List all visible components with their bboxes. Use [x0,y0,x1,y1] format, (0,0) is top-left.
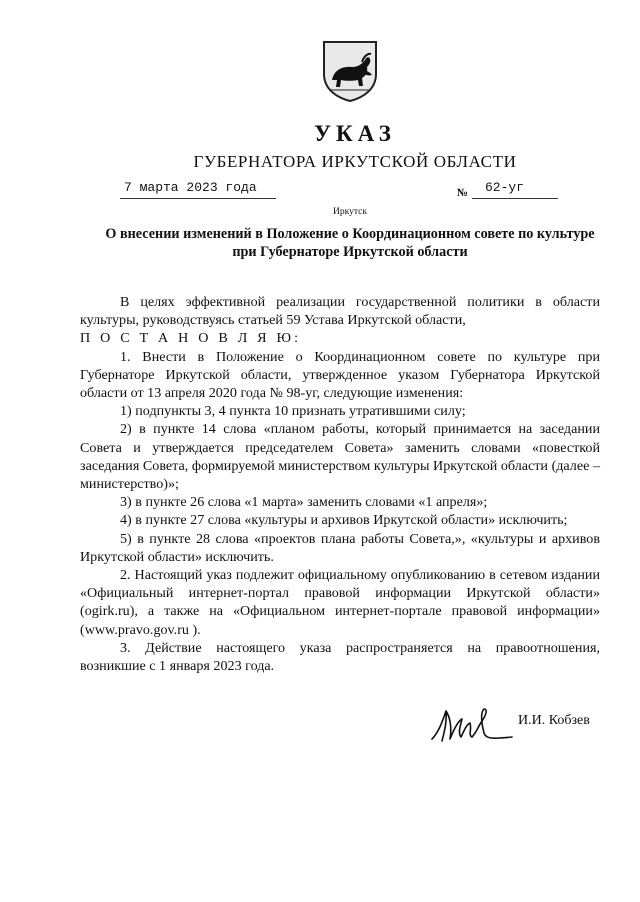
paragraph: В целях эффективной реализации государственной политики в области культуры, руководствуясь статьей 59 Устава Иркутской области, [80,294,600,329]
paragraph: 1. Внести в Положение о Координационном совете по культуре при Губернаторе Иркутской области, утвержденное указом Губернатора Иркутской области от 13 апреля 2020 года № 98-уг, следующие изменения: [80,348,600,402]
document-date: 7 марта 2023 года [124,180,257,195]
paragraph: 1) подпункты 3, 4 пункта 10 признать утратившими силу; [120,403,466,420]
number-underline [472,198,558,199]
paragraph: 5) в пункте 28 слова «проектов плана работы Совета,», «культуры и архивов Иркутской области» исключить. [80,530,600,565]
resolution-word: П О С Т А Н О В Л Я Ю: [80,330,302,347]
paragraph: 3) в пункте 26 слова «1 марта» заменить словами «1 апреля»; [120,494,488,511]
signer-name: И.И. Кобзев [518,713,590,728]
document-heading: О внесении изменений в Положение о Координационном совете по культуре при Губернаторе Иркутской области [105,226,595,260]
number-sign: № [457,187,469,199]
document-type-title: УКАЗ [314,121,396,146]
city-label: Иркутск [333,207,367,217]
paragraph: 2. Настоящий указ подлежит официальному опубликованию в сетевом издании «Официальный интернет-портал правовой информации Иркутской области» (ogirk.ru), а также на «Официальном интернет-портале правовой информации» (www.pravo.gov.ru ). [80,567,600,638]
document-number: 62-уг [485,180,525,195]
issuer-subtitle: ГУБЕРНАТОРА ИРКУТСКОЙ ОБЛАСТИ [193,152,517,171]
paragraph: 3. Действие настоящего указа распространяется на правоотношения, возникшие с 1 января 2023 года. [80,639,600,675]
coat-of-arms-icon [322,40,378,102]
date-underline [120,198,276,199]
paragraph: 2) в пункте 14 слова «планом работы, который принимается на заседании Совета и утверждается председателем Совета» заменить словами «повесткой заседания Совета, формируемой министерством культуры Иркутской области (далее – министерство)»; [80,421,600,493]
document-body [80,293,600,675]
handwritten-signature-icon [428,703,514,745]
paragraph: 4) в пункте 27 слова «культуры и архивов Иркутской области» исключить; [120,512,568,529]
